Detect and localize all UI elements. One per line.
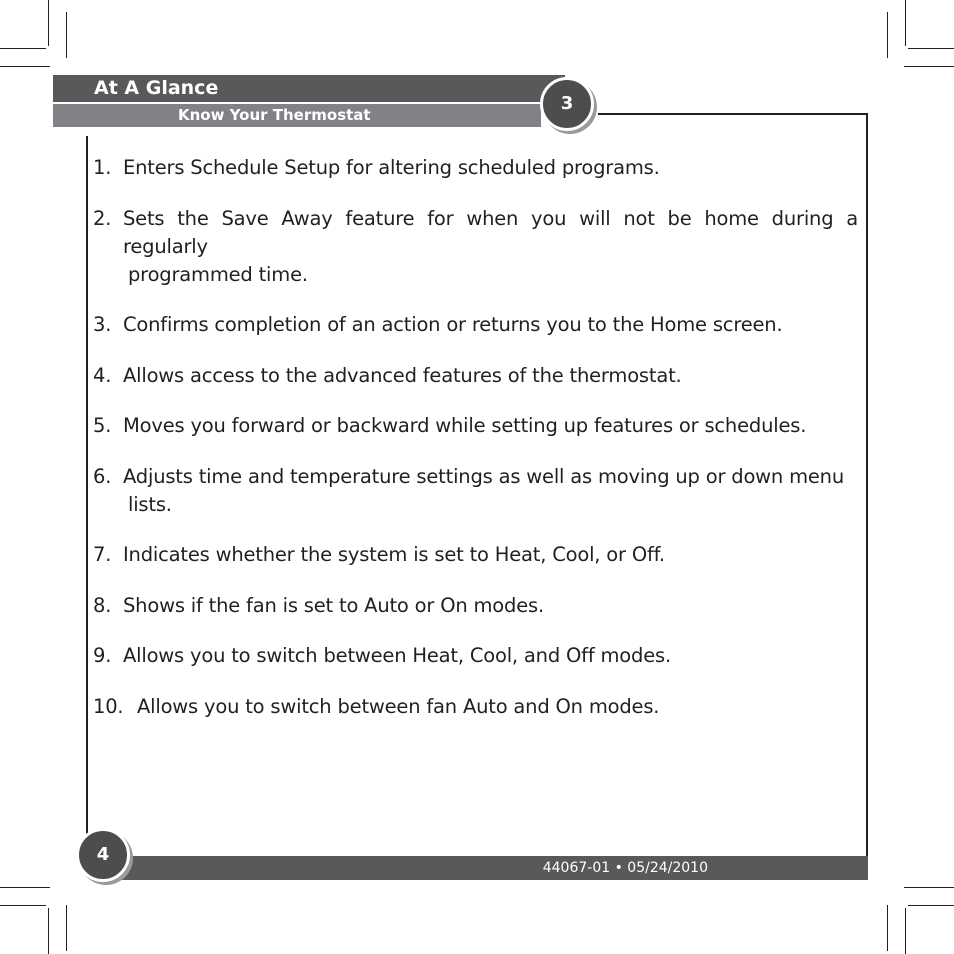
crop-mark (0, 48, 46, 49)
list-item (93, 693, 858, 721)
list-item (93, 362, 858, 390)
item-number: 7. (93, 543, 112, 566)
item-number: 3. (93, 313, 112, 336)
list-item (93, 642, 858, 670)
crop-mark (905, 908, 906, 954)
list-item (93, 463, 858, 519)
crop-mark (887, 905, 888, 951)
item-number: 2. (93, 206, 112, 230)
item-text: Adjusts time and temperature settings as well as moving up or down menu (123, 464, 845, 488)
crop-mark (908, 48, 954, 49)
crop-mark (48, 908, 49, 954)
crop-mark (905, 0, 906, 46)
crop-mark (904, 66, 954, 67)
crop-mark (66, 12, 67, 58)
item-text: Moves you forward or backward while setting up features or schedules. (123, 414, 807, 437)
crop-mark (887, 12, 888, 58)
document-code: 44067-01 • 05/24/2010 (542, 860, 708, 876)
crop-mark (66, 905, 67, 951)
item-text: Indicates whether the system is set to Heat, Cool, or Off. (123, 543, 665, 566)
crop-mark (904, 887, 954, 888)
list-item (93, 541, 858, 569)
crop-mark (0, 887, 50, 888)
item-text: Enters Schedule Setup for altering scheduled programs. (123, 156, 660, 179)
item-text: Sets the Save Away feature for when you will not be home during a regularly (123, 206, 858, 258)
crop-mark (0, 905, 46, 906)
item-number: 6. (93, 464, 112, 488)
list-item (93, 154, 858, 182)
section-title: At A Glance (94, 77, 219, 99)
list-item (93, 412, 858, 440)
list-item (93, 205, 858, 289)
section-subtitle: Know Your Thermostat (178, 106, 371, 124)
feature-list (93, 154, 858, 743)
item-text: Allows you to switch between fan Auto and On modes. (137, 694, 660, 718)
item-number: 1. (93, 156, 112, 179)
item-text: Shows if the fan is set to Auto or On modes. (123, 593, 544, 617)
item-number: 9. (93, 644, 112, 667)
item-text: Allows access to the advanced features of the thermostat. (123, 363, 682, 387)
list-item (93, 592, 858, 620)
page-number-badge: 4 (76, 828, 130, 882)
crop-mark (48, 0, 49, 46)
crop-mark (908, 905, 954, 906)
section-number-badge: 3 (540, 77, 594, 131)
item-text: Confirms completion of an action or returns you to the Home screen. (123, 313, 783, 336)
item-number: 10. (93, 694, 124, 718)
frame-line-right (866, 113, 868, 857)
item-number: 5. (93, 414, 112, 437)
frame-line-left (86, 136, 88, 836)
item-number: 8. (93, 593, 112, 617)
item-number: 4. (93, 363, 112, 387)
item-text: Allows you to switch between Heat, Cool, and Off modes. (123, 644, 671, 667)
item-text-continued: programmed time. (128, 262, 308, 286)
list-item (93, 311, 858, 339)
frame-line-top (598, 113, 868, 115)
item-text-continued: lists. (128, 492, 172, 516)
crop-mark (0, 66, 50, 67)
